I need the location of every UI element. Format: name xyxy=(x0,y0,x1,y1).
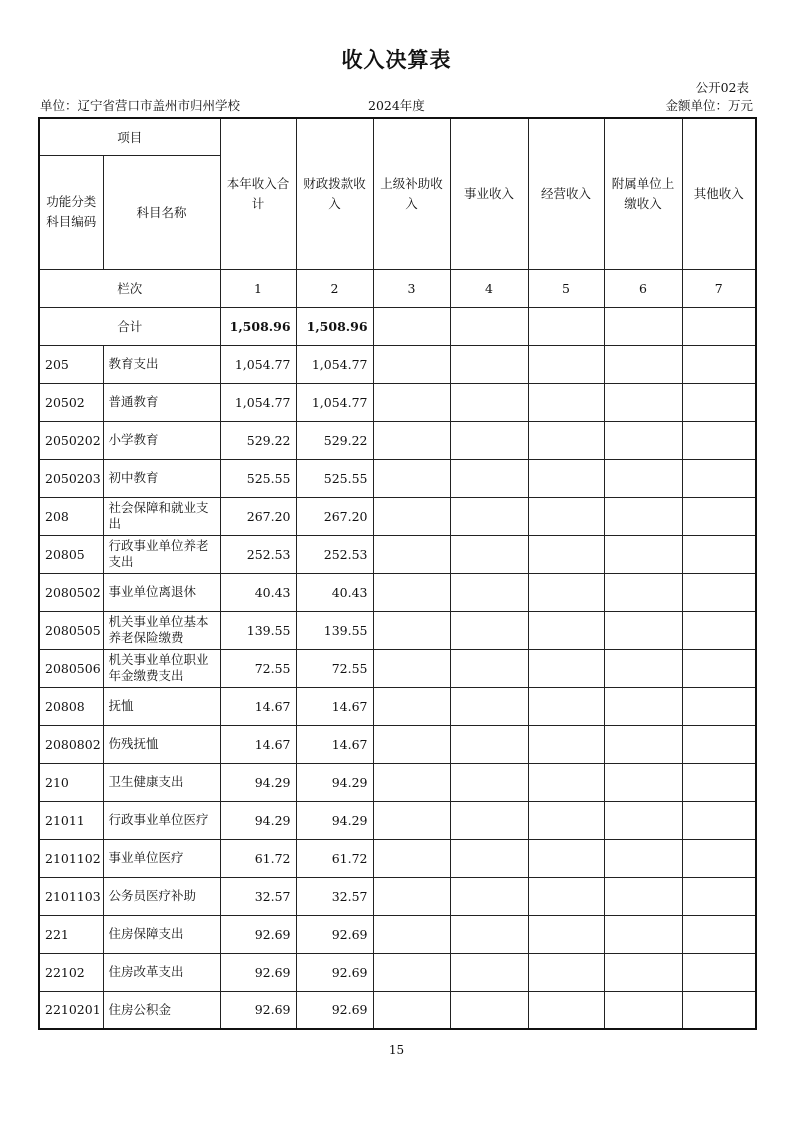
col5-cell xyxy=(528,763,604,801)
table-row xyxy=(39,459,756,497)
col3-cell xyxy=(373,497,450,535)
name-cell: 抚恤 xyxy=(103,687,220,725)
name-cell: 住房公积金 xyxy=(103,991,220,1029)
col5-cell xyxy=(528,497,604,535)
code-cell: 2050202 xyxy=(39,421,103,459)
name-cell: 事业单位医疗 xyxy=(103,839,220,877)
col1-cell: 525.55 xyxy=(220,459,296,497)
col5-cell xyxy=(528,573,604,611)
code-cell: 2080502 xyxy=(39,573,103,611)
col2-cell: 32.57 xyxy=(296,877,373,915)
col6-cell xyxy=(604,915,682,953)
col6-cell xyxy=(604,497,682,535)
col6-cell xyxy=(604,763,682,801)
table-row xyxy=(39,839,756,877)
total-col3 xyxy=(373,307,450,345)
name-cell: 住房保障支出 xyxy=(103,915,220,953)
col3-cell xyxy=(373,915,450,953)
col4-cell xyxy=(450,877,528,915)
header-code: 功能分类科目编码 xyxy=(39,155,103,269)
name-cell: 教育支出 xyxy=(103,345,220,383)
col5-cell xyxy=(528,459,604,497)
name-cell: 公务员医疗补助 xyxy=(103,877,220,915)
col2-cell: 14.67 xyxy=(296,725,373,763)
col6-cell xyxy=(604,877,682,915)
name-cell: 行政事业单位医疗 xyxy=(103,801,220,839)
total-col5 xyxy=(528,307,604,345)
col2-cell: 92.69 xyxy=(296,915,373,953)
col7-cell xyxy=(682,383,756,421)
col4-cell xyxy=(450,459,528,497)
col1-cell: 61.72 xyxy=(220,839,296,877)
col4-cell xyxy=(450,649,528,687)
col5-cell xyxy=(528,649,604,687)
code-cell: 22102 xyxy=(39,953,103,991)
col4-cell xyxy=(450,611,528,649)
col7-cell xyxy=(682,877,756,915)
form-code: 公开02表 xyxy=(695,80,749,95)
col7-cell xyxy=(682,953,756,991)
header-col3: 上级补助收入 xyxy=(373,118,450,269)
code-cell: 20502 xyxy=(39,383,103,421)
col6-cell xyxy=(604,421,682,459)
col5-cell xyxy=(528,801,604,839)
col1-cell: 94.29 xyxy=(220,763,296,801)
col7-cell xyxy=(682,611,756,649)
code-cell: 2101103 xyxy=(39,877,103,915)
col5-cell xyxy=(528,725,604,763)
col2-cell: 94.29 xyxy=(296,801,373,839)
col2-cell: 1,054.77 xyxy=(296,383,373,421)
table-row xyxy=(39,687,756,725)
col1-cell: 92.69 xyxy=(220,991,296,1029)
col-number-3: 3 xyxy=(373,269,450,307)
year-label: 2024年度 xyxy=(368,98,425,113)
name-cell: 初中教育 xyxy=(103,459,220,497)
col-number-4: 4 xyxy=(450,269,528,307)
col2-cell: 92.69 xyxy=(296,991,373,1029)
col4-cell xyxy=(450,687,528,725)
name-cell: 小学教育 xyxy=(103,421,220,459)
col2-cell: 72.55 xyxy=(296,649,373,687)
col3-cell xyxy=(373,649,450,687)
table-row xyxy=(39,725,756,763)
table-row xyxy=(39,535,756,573)
code-cell: 21011 xyxy=(39,801,103,839)
col2-cell: 139.55 xyxy=(296,611,373,649)
col-number-6: 6 xyxy=(604,269,682,307)
code-cell: 208 xyxy=(39,497,103,535)
code-cell: 20805 xyxy=(39,535,103,573)
code-cell: 20808 xyxy=(39,687,103,725)
col6-cell xyxy=(604,991,682,1029)
col6-cell xyxy=(604,611,682,649)
table-row xyxy=(39,801,756,839)
col1-cell: 14.67 xyxy=(220,687,296,725)
col2-cell: 61.72 xyxy=(296,839,373,877)
table-row xyxy=(39,611,756,649)
col1-cell: 139.55 xyxy=(220,611,296,649)
col5-cell xyxy=(528,611,604,649)
header-col2: 财政拨款收入 xyxy=(296,118,373,269)
name-cell: 机关事业单位职业年金缴费支出 xyxy=(103,649,220,687)
table-row xyxy=(39,573,756,611)
table-row xyxy=(39,497,756,535)
header-col7: 其他收入 xyxy=(682,118,756,269)
col5-cell xyxy=(528,877,604,915)
col6-cell xyxy=(604,535,682,573)
name-cell: 伤残抚恤 xyxy=(103,725,220,763)
col-number-7: 7 xyxy=(682,269,756,307)
col4-cell xyxy=(450,421,528,459)
col3-cell xyxy=(373,573,450,611)
col2-cell: 14.67 xyxy=(296,687,373,725)
col6-cell xyxy=(604,383,682,421)
table-row xyxy=(39,763,756,801)
col1-cell: 92.69 xyxy=(220,953,296,991)
money-unit-label: 金额单位：万元 xyxy=(665,98,753,113)
col3-cell xyxy=(373,801,450,839)
total-col6 xyxy=(604,307,682,345)
header-col6: 附属单位上缴收入 xyxy=(604,118,682,269)
table-row xyxy=(39,953,756,991)
col5-cell xyxy=(528,953,604,991)
code-cell: 2080505 xyxy=(39,611,103,649)
total-col7 xyxy=(682,307,756,345)
col3-cell xyxy=(373,611,450,649)
col3-cell xyxy=(373,839,450,877)
col1-cell: 267.20 xyxy=(220,497,296,535)
table-row xyxy=(39,877,756,915)
col3-cell xyxy=(373,991,450,1029)
col6-cell xyxy=(604,725,682,763)
table-row xyxy=(39,345,756,383)
code-cell: 2080506 xyxy=(39,649,103,687)
col3-cell xyxy=(373,345,450,383)
col4-cell xyxy=(450,801,528,839)
col5-cell xyxy=(528,535,604,573)
col6-cell xyxy=(604,573,682,611)
col2-cell: 1,054.77 xyxy=(296,345,373,383)
col7-cell xyxy=(682,497,756,535)
col7-cell xyxy=(682,991,756,1029)
total-col4 xyxy=(450,307,528,345)
col7-cell xyxy=(682,459,756,497)
col5-cell xyxy=(528,421,604,459)
col4-cell xyxy=(450,839,528,877)
col2-cell: 252.53 xyxy=(296,535,373,573)
col1-cell: 32.57 xyxy=(220,877,296,915)
name-cell: 行政事业单位养老支出 xyxy=(103,535,220,573)
col3-cell xyxy=(373,725,450,763)
page-title: 收入决算表 xyxy=(341,48,452,72)
col6-cell xyxy=(604,953,682,991)
col4-cell xyxy=(450,497,528,535)
col4-cell xyxy=(450,535,528,573)
col2-cell: 529.22 xyxy=(296,421,373,459)
col1-cell: 1,054.77 xyxy=(220,345,296,383)
name-cell: 住房改革支出 xyxy=(103,953,220,991)
col6-cell xyxy=(604,801,682,839)
col4-cell xyxy=(450,763,528,801)
table-row xyxy=(39,383,756,421)
col4-cell xyxy=(450,991,528,1029)
col2-cell: 94.29 xyxy=(296,763,373,801)
code-cell: 210 xyxy=(39,763,103,801)
col7-cell xyxy=(682,345,756,383)
col1-cell: 1,054.77 xyxy=(220,383,296,421)
col6-cell xyxy=(604,687,682,725)
col2-cell: 40.43 xyxy=(296,573,373,611)
col5-cell xyxy=(528,915,604,953)
col7-cell xyxy=(682,763,756,801)
table-row xyxy=(39,649,756,687)
name-cell: 机关事业单位基本养老保险缴费 xyxy=(103,611,220,649)
col3-cell xyxy=(373,421,450,459)
col4-cell xyxy=(450,345,528,383)
col4-cell xyxy=(450,953,528,991)
row-label: 栏次 xyxy=(39,269,220,307)
col1-cell: 529.22 xyxy=(220,421,296,459)
table-row xyxy=(39,991,756,1029)
code-cell: 205 xyxy=(39,345,103,383)
table-row xyxy=(39,421,756,459)
col1-cell: 92.69 xyxy=(220,915,296,953)
col6-cell xyxy=(604,345,682,383)
col-number-2: 2 xyxy=(296,269,373,307)
col6-cell xyxy=(604,459,682,497)
header-item: 项目 xyxy=(39,118,220,155)
name-cell: 普通教育 xyxy=(103,383,220,421)
col3-cell xyxy=(373,383,450,421)
col6-cell xyxy=(604,649,682,687)
col-number-1: 1 xyxy=(220,269,296,307)
col3-cell xyxy=(373,953,450,991)
col4-cell xyxy=(450,725,528,763)
col5-cell xyxy=(528,383,604,421)
col4-cell xyxy=(450,915,528,953)
col1-cell: 72.55 xyxy=(220,649,296,687)
col3-cell xyxy=(373,459,450,497)
col7-cell xyxy=(682,421,756,459)
col1-cell: 40.43 xyxy=(220,573,296,611)
col3-cell xyxy=(373,687,450,725)
header-col4: 事业收入 xyxy=(450,118,528,269)
code-cell: 2050203 xyxy=(39,459,103,497)
col4-cell xyxy=(450,383,528,421)
col5-cell xyxy=(528,687,604,725)
header-name: 科目名称 xyxy=(103,155,220,269)
col3-cell xyxy=(373,763,450,801)
total-col1: 1,508.96 xyxy=(220,307,296,345)
meta-row xyxy=(40,96,753,114)
col7-cell xyxy=(682,915,756,953)
header-col5: 经营收入 xyxy=(528,118,604,269)
col7-cell xyxy=(682,839,756,877)
col5-cell xyxy=(528,991,604,1029)
col7-cell xyxy=(682,801,756,839)
col3-cell xyxy=(373,877,450,915)
col5-cell xyxy=(528,345,604,383)
code-cell: 2080802 xyxy=(39,725,103,763)
col1-cell: 94.29 xyxy=(220,801,296,839)
col2-cell: 267.20 xyxy=(296,497,373,535)
col7-cell xyxy=(682,573,756,611)
col1-cell: 14.67 xyxy=(220,725,296,763)
page-number: 15 xyxy=(388,1043,405,1057)
col1-cell: 252.53 xyxy=(220,535,296,573)
col4-cell xyxy=(450,573,528,611)
income-table xyxy=(38,117,757,1030)
col6-cell xyxy=(604,839,682,877)
code-cell: 2210201 xyxy=(39,991,103,1029)
col7-cell xyxy=(682,649,756,687)
total-row xyxy=(39,307,756,345)
col5-cell xyxy=(528,839,604,877)
name-cell: 社会保障和就业支出 xyxy=(103,497,220,535)
header-col1: 本年收入合计 xyxy=(220,118,296,269)
code-cell: 221 xyxy=(39,915,103,953)
col7-cell xyxy=(682,725,756,763)
total-label: 合计 xyxy=(39,307,220,345)
table-row xyxy=(39,915,756,953)
unit-label: 单位：辽宁省营口市盖州市归州学校 xyxy=(40,98,241,113)
code-cell: 2101102 xyxy=(39,839,103,877)
name-cell: 事业单位离退休 xyxy=(103,573,220,611)
name-cell: 卫生健康支出 xyxy=(103,763,220,801)
col7-cell xyxy=(682,535,756,573)
col7-cell xyxy=(682,687,756,725)
col3-cell xyxy=(373,535,450,573)
col2-cell: 92.69 xyxy=(296,953,373,991)
total-col2: 1,508.96 xyxy=(296,307,373,345)
col-number-5: 5 xyxy=(528,269,604,307)
col2-cell: 525.55 xyxy=(296,459,373,497)
